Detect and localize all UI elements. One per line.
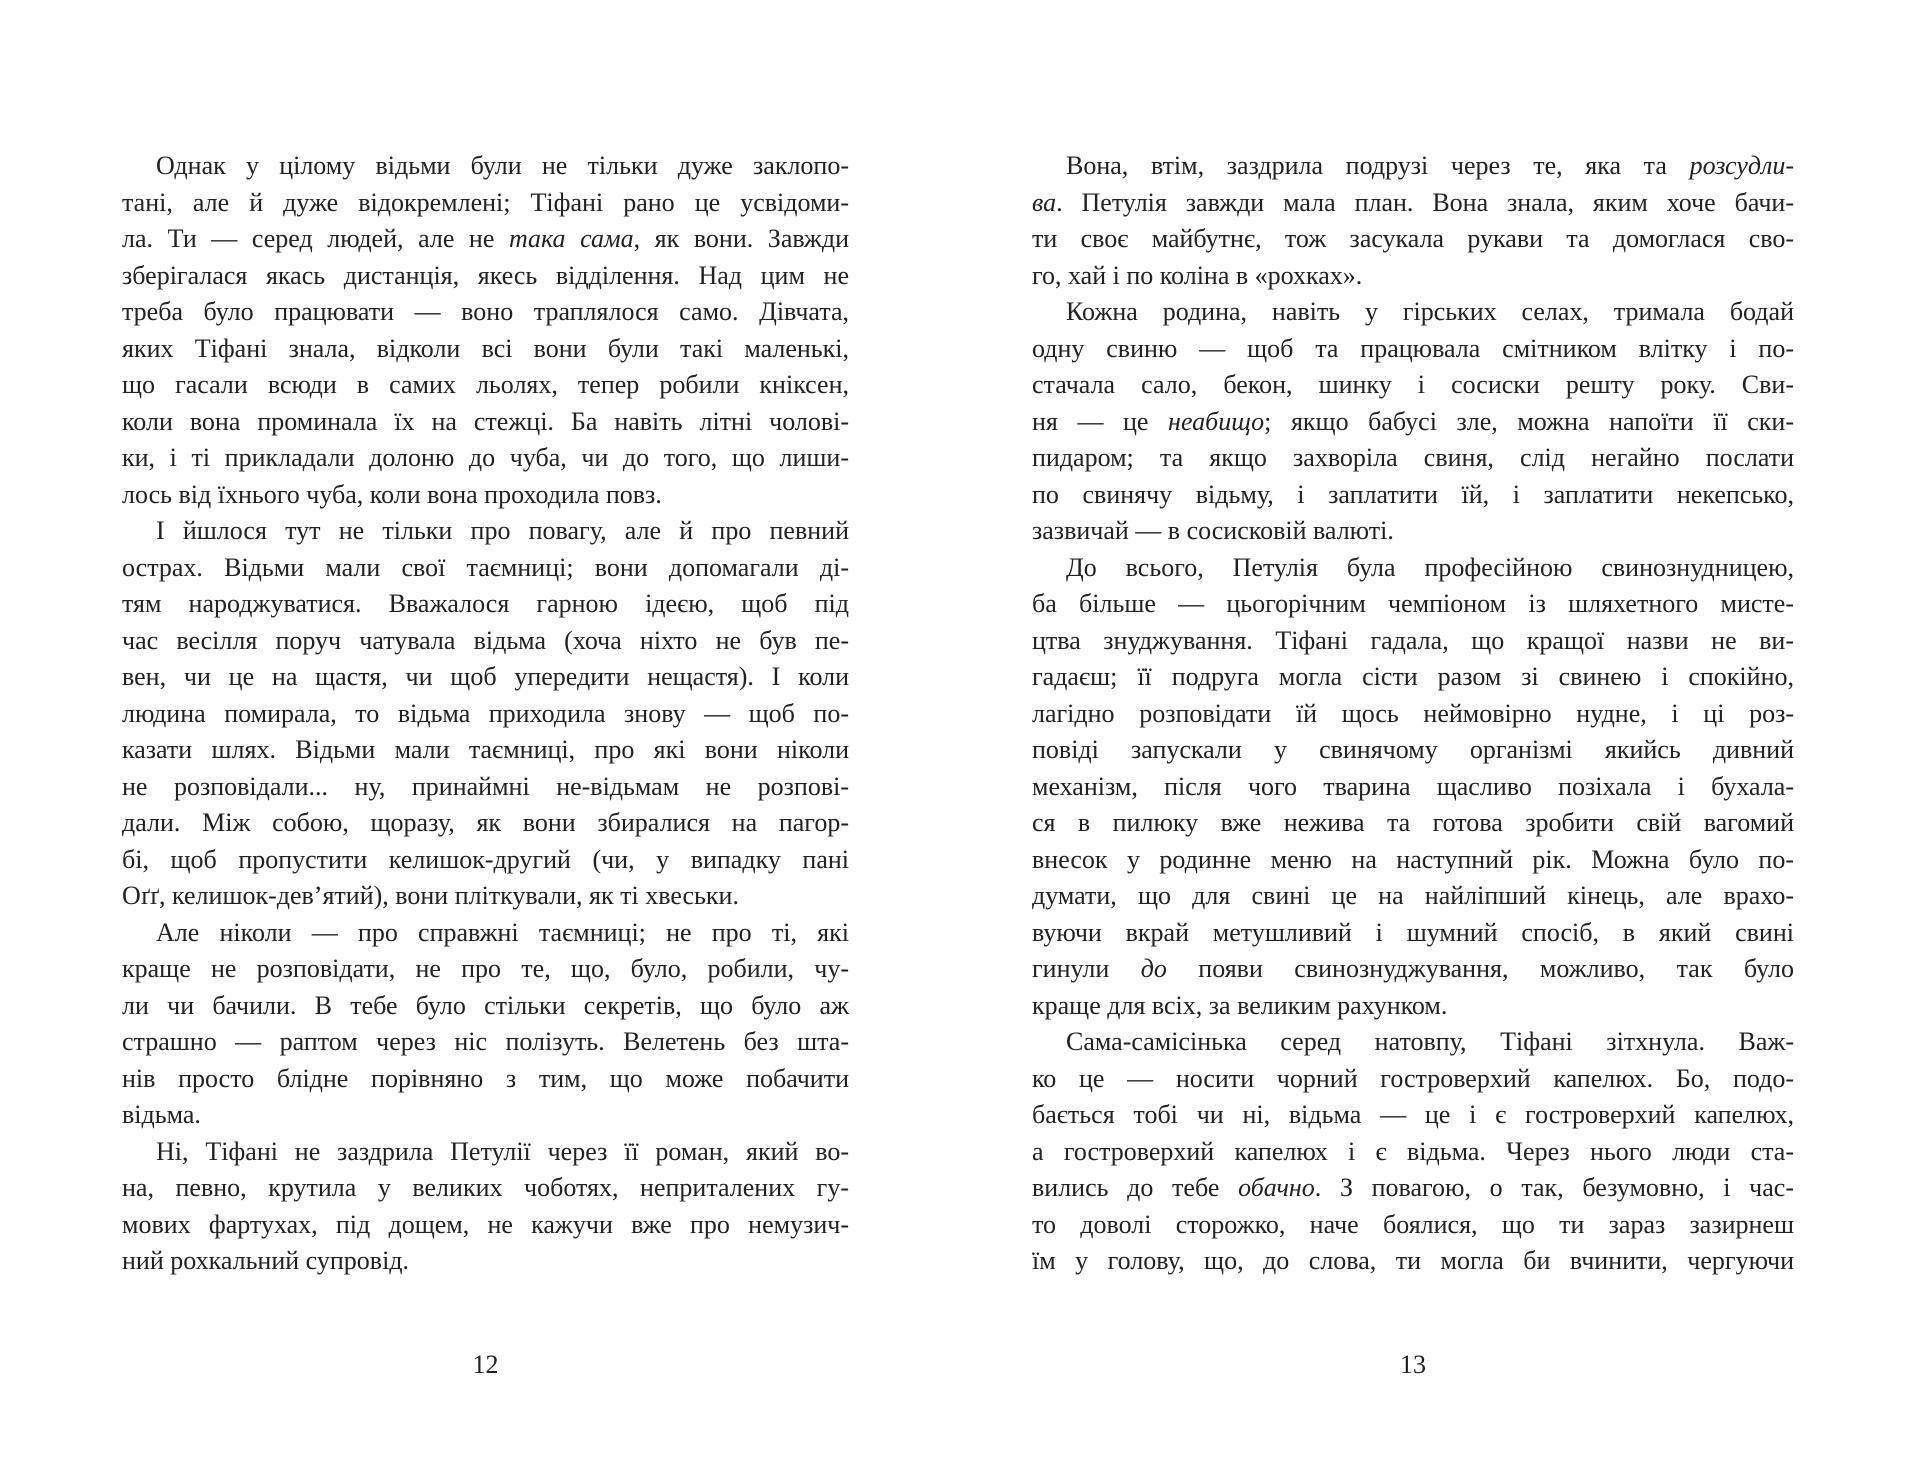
text-line: ний рохкальний супровід. <box>122 1246 410 1275</box>
paragraph <box>1032 294 1794 550</box>
text-line: механізм, після чого тварина щасливо позіхала і бухала- <box>1032 771 1794 801</box>
text-line: нів просто блідне порівняно з тим, що може побачити <box>122 1063 849 1093</box>
text-line: стачала сало, бекон, шинку і сосиски решту року. Сви- <box>1032 370 1794 399</box>
text-line: їм у голову, що, до слова, ти могла би вчинити, чергуючи <box>1032 1246 1794 1275</box>
text-line: гадаєш; її подруга могла сісти разом зі свинею і спокійно, <box>1032 662 1794 691</box>
text-line: а гостроверхий капелюх і є відьма. Через нього люди ста- <box>1032 1136 1794 1166</box>
text-line: лось від їхнього чуба, коли вона проходила повз. <box>122 479 662 509</box>
text-line: по свинячу відьму, і заплатити їй, і заплатити некепсько, <box>1032 479 1794 509</box>
text-line: зберігалася якась дистанція, якесь відділення. Над цим не <box>122 260 849 290</box>
text-line: тані, але й дуже відокремлені; Тіфані рано це усвідоми- <box>122 187 849 217</box>
text-line: зазвичай — в сосисковій валюті. <box>1032 516 1394 545</box>
text-line: До всього, Петулія була професійною свинознудницею, <box>1066 552 1794 582</box>
text-line: Ні, Тіфані не заздрила Петулії через її роман, який во- <box>156 1136 849 1166</box>
paragraph <box>122 513 849 915</box>
text-line: тям народжуватися. Вважалося гарною ідеєю, щоб під <box>122 589 849 618</box>
text-line: бі, щоб пропустити келишок-другий (чи, у випадку пані <box>122 844 849 874</box>
text-line: вились до тебе обачно. З повагою, о так, безумовно, і час- <box>1032 1173 1794 1202</box>
text-line: краще не розповідати, не про те, що, було, робили, чу- <box>122 954 849 983</box>
text-line: треба було працювати — воно траплялося само. Дівчата, <box>122 297 849 326</box>
left-page-number: 12 <box>472 1350 499 1379</box>
text-line: Вона, втім, заздрила подрузі через те, яка та розсудли- <box>1066 151 1794 180</box>
text-line: повіді запускали у свинячому організмі якийсь дивний <box>1032 735 1794 764</box>
paragraph <box>122 1134 849 1280</box>
paragraph <box>1032 550 1794 1025</box>
text-line: лагідно розповідати їй щось неймовірно нудне, і ці роз- <box>1032 698 1794 728</box>
text-line: Сама-самісінька серед натовпу, Тіфані зітхнула. Важ- <box>1066 1027 1794 1056</box>
text-line: на, певно, крутила у великих чоботях, неприталених гу- <box>122 1173 849 1202</box>
text-line: то доволі сторожко, наче боялися, що ти зараз зазирнеш <box>1032 1209 1794 1239</box>
text-line: го, хай і по коліна в «рохках». <box>1032 260 1363 290</box>
text-line: казати шлях. Відьми мали таємниці, про які вони ніколи <box>122 735 849 764</box>
text-line: внесок у родинне меню на наступний рік. Можна було по- <box>1032 844 1794 874</box>
text-line: що гасали всюди в самих льолях, тепер робили кніксен, <box>122 370 849 399</box>
text-line: ва. Петулія завжди мала план. Вона знала, яким хоче бачи- <box>1032 187 1794 217</box>
text-line: думати, що для свині це на найліпший кінець, але врахо- <box>1032 881 1794 910</box>
text-line: відьма. <box>122 1100 201 1129</box>
text-line: людина помирала, то відьма приходила знову — щоб по- <box>122 698 849 728</box>
text-line: страшно — раптом через ніс полізуть. Велетень без шта- <box>122 1027 849 1056</box>
text-line: гинули до появи свинознуджування, можливо, так було <box>1032 954 1794 983</box>
paragraph <box>1032 148 1794 294</box>
paragraph <box>1032 1024 1794 1280</box>
text-line: ня — це неабищо; якщо бабусі зле, можна напоїти її ски- <box>1032 406 1794 436</box>
right-page-number: 13 <box>1400 1350 1426 1379</box>
text-line: не розповідали... ну, принаймні не-відьмам не розпові- <box>122 771 849 801</box>
text-line: Оґґ, келишок-дев’ятий), вони пліткували, як ті хвеськи. <box>122 881 739 910</box>
text-line: вуючи вкрай метушливий і шумний спосіб, в який свині <box>1032 917 1794 947</box>
text-line: цтва знуджування. Тіфані гадала, що кращої назви не ви- <box>1032 625 1794 655</box>
text-line: вен, чи це на щастя, чи щоб упередити нещастя). І коли <box>122 662 849 691</box>
text-line: Але ніколи — про справжні таємниці; не про ті, які <box>156 917 849 947</box>
text-line: ба більше — цьогорічним чемпіоном із шляхетного мисте- <box>1032 589 1794 618</box>
text-line: ти своє майбутнє, тож засукала рукави та домоглася сво- <box>1032 224 1794 253</box>
text-line: І йшлося тут не тільки про повагу, але й про певний <box>156 516 849 545</box>
paragraph <box>122 915 849 1134</box>
paragraph <box>122 148 849 513</box>
text-line: ла. Ти — серед людей, але не така сама, як вони. Завжди <box>122 224 850 253</box>
text-line: мових фартухах, під дощем, не кажучи вже про немузич- <box>122 1209 849 1239</box>
left-page-text <box>122 148 849 1280</box>
text-line: час весілля поруч чатувала відьма (хоча ніхто не був пе- <box>122 625 849 655</box>
text-line: Кожна родина, навіть у гірських селах, тримала бодай <box>1066 297 1794 326</box>
text-line: бається тобі чи ні, відьма — це і є гостроверхий капелюх, <box>1032 1100 1794 1129</box>
text-line: коли вона проминала їх на стежці. Ба навіть літні чолові- <box>122 406 849 436</box>
text-line: ки, і ті прикладали долоню до чуба, чи до того, що лиши- <box>122 443 849 472</box>
text-line: Однак у цілому відьми були не тільки дуже заклопо- <box>156 151 849 180</box>
text-line: ся в пилюку вже нежива та готова зробити свій вагомий <box>1032 808 1794 837</box>
text-line: пидаром; та якщо захворіла свиня, слід негайно послати <box>1032 443 1794 472</box>
right-page-text <box>1032 148 1794 1280</box>
text-line: ли чи бачили. В тебе було стільки секретів, що було аж <box>122 990 849 1020</box>
text-line: яких Тіфані знала, відколи всі вони були такі маленькі, <box>122 333 849 363</box>
text-line: острах. Відьми мали свої таємниці; вони допомагали ді- <box>122 552 849 582</box>
text-line: ко це — носити чорний гостроверхий капелюх. Бо, подо- <box>1032 1063 1794 1093</box>
text-line: одну свиню — щоб та працювала смітником влітку і по- <box>1032 333 1794 363</box>
text-line: дали. Між собою, щоразу, як вони збиралися на пагор- <box>122 808 849 837</box>
text-line: краще для всіх, за великим рахунком. <box>1032 990 1448 1020</box>
